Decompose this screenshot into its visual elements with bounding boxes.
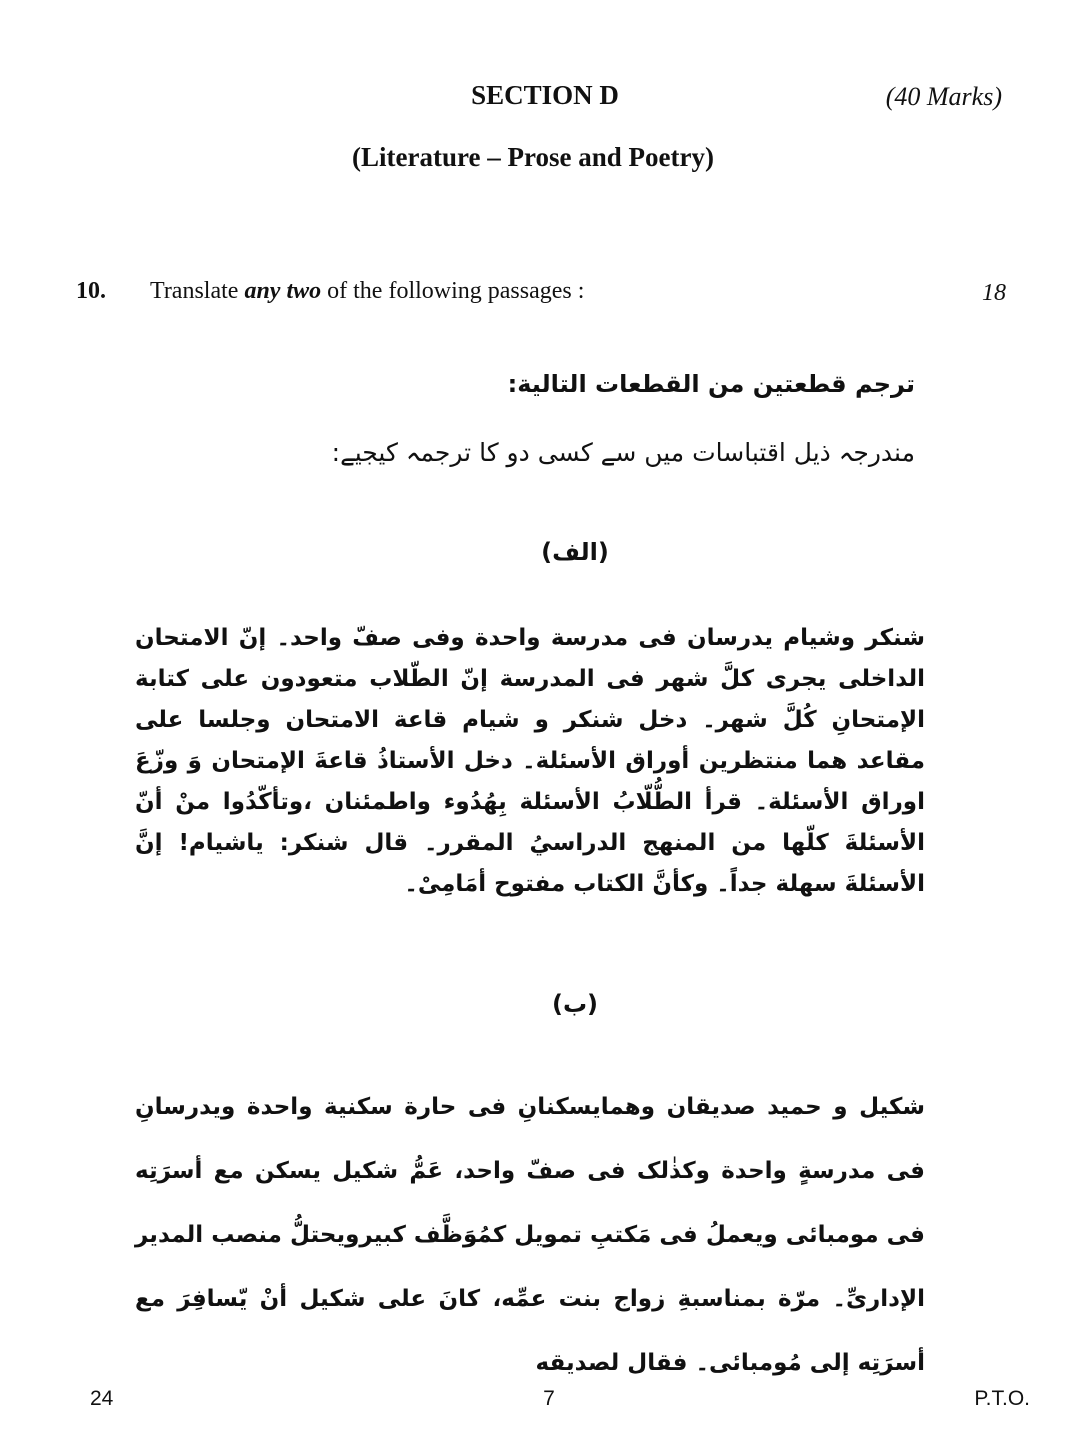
question-text-before: Translate bbox=[150, 278, 245, 304]
section-title: SECTION D bbox=[471, 80, 619, 110]
footer-pto: P.T.O. bbox=[974, 1387, 1030, 1410]
question-text-after: of the following passages : bbox=[321, 278, 585, 304]
section-marks: (40 Marks) bbox=[885, 82, 1002, 111]
instruction-arabic: ترجم قطعتين من القطعات التالية: bbox=[507, 370, 915, 398]
footer-page-number: 7 bbox=[543, 1387, 555, 1410]
passage-a-heading: (الف) bbox=[541, 538, 609, 566]
question-number: 10. bbox=[76, 278, 106, 304]
question-text-emphasis: any two bbox=[244, 278, 322, 304]
instruction-urdu: مندرجہ ذیل اقتباسات میں سے کسی دو کا ترجمہ کیجیے: bbox=[331, 438, 915, 467]
section-subtitle: (Literature – Prose and Poetry) bbox=[352, 142, 714, 172]
passage-a-text: شنكر وشيام يدرسان فى مدرسة واحدة وفى صفّ واحد۔ إنّ الامتحان الداخلى يجرى كلَّ شهر فى المدرسة إنّ الطّلاب متعودون على كتابة الإمتحانِ كُلَّ شهر۔ دخل شنكر و شيام قاعة الامتحان وجلسا على مقاعد هما منتظرين أوراق الأسئلة۔ دخل الأستاذُ قاعةَ الإمتحان وَ وزّعَ اوراق الأسئلة۔ قرأ الطُّلّابُ الأسئلة بِهُدُوء واطمئنان ،وتأكّدُوا منْ أنّ الأسئلةَ كلّها من المنهج الدراسيُ المقرر۔ قال شنكر: ياشيام! إنَّ الأسئلةَ سهلة جداً۔ وكأنَّ الكتاب مفتوح أمَامِىْ۔ bbox=[135, 625, 925, 897]
question-text bbox=[150, 278, 584, 305]
passage-b bbox=[135, 1075, 925, 1395]
passage-b-heading: (ب) bbox=[551, 990, 599, 1018]
footer-code: 24 bbox=[90, 1387, 114, 1410]
passage-b-text: شكيل و حميد صديقان وهمايسكنانِ فى حارة سكنية واحدة ويدرسانِ فى مدرسةٍ واحدة وكذٰلک فى صفّ واحد، عَمُّ شكيل يسكن مع أسرَتِه فى مومبائى ويعملُ فى مَكتبِ تمويل كمُوَظَّف كبيرويحتلُّ منصب المدير الإدارىِّ۔ مرّة بمناسبةِ زواج بنت عمِّه، كانَ على شكيل أنْ يّسافِرَ مع أسرَتِه إلى مُومبائى۔ فقال لصديقه bbox=[135, 1094, 925, 1376]
question-score: 18 bbox=[982, 280, 1006, 306]
passage-a bbox=[135, 618, 925, 905]
